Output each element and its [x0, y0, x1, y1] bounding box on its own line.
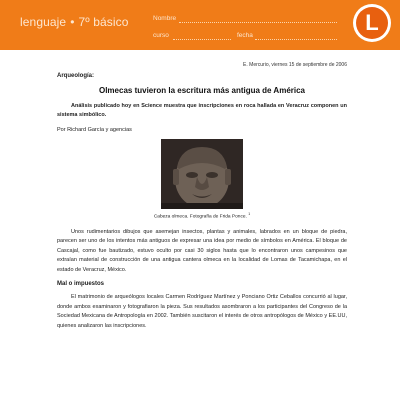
- body-paragraph-2: El matrimonio de arqueólogos locales Carmen Rodríguez Martínez y Ponciano Ortiz Ceballos concurrió al lugar, donde ambos examinaron y fotografiaron la pieza. Sus resultados asombraron a los participantes del Congreso de la Sociedad Mexicana de Antropología en 2002. También suscitaron el interés de otros antropólogos de México y EE.UU, quienes analizaron las inscripciones.: [57, 294, 347, 329]
- olmec-head-illustration: [161, 139, 243, 209]
- name-field[interactable]: [179, 22, 337, 23]
- body-paragraph-1: Unos rudimentarios dibujos que asemejan insectos, plantas y animales, labrados en un bloque de piedra, parecen ser uno de los intentos más antiguos de expresar una idea por medio de símbolos en América. El bloque de Cascajal, como fue bautizado, estuvo oculto por casi 30 siglos hasta que lo encontraron unos campesinos que extraían material de construcción de una antigua cantera olmeca en la localidad de Lomas de Tacamichapa, en el estado de Veracruz, México.: [57, 228, 347, 273]
- subheading: Mal o impuestos: [57, 281, 105, 288]
- photo-caption: [57, 212, 347, 220]
- footnote-ref: 1: [248, 212, 251, 216]
- course-field[interactable]: [173, 39, 231, 40]
- figure: [57, 139, 347, 220]
- grade-label: 7º básico: [78, 15, 129, 29]
- article-date: E. Mercurio, viernes 15 de septiembre de 2006: [243, 62, 347, 68]
- worksheet-header: [0, 0, 400, 50]
- student-fields: [153, 9, 338, 49]
- olmec-head-photo: [161, 139, 243, 209]
- bullet-separator: •: [70, 15, 75, 29]
- subject-label: lenguaje: [20, 15, 67, 29]
- name-label: Nombre: [153, 15, 177, 22]
- date-label: fecha: [237, 32, 253, 39]
- article: [57, 62, 347, 337]
- subject-logo: [353, 4, 391, 42]
- section-label: Arqueología:: [57, 73, 94, 79]
- logo-letter: L: [356, 7, 388, 39]
- lead-paragraph: Análisis publicado hoy en Science muestra que inscripciones en roca hallada en Veracruz componen un sistema simbólico.: [57, 103, 347, 118]
- subject-grade: [20, 15, 128, 29]
- date-field[interactable]: [255, 39, 337, 40]
- headline: Olmecas tuvieron la escritura más antigua de América: [98, 86, 305, 95]
- caption-text: Cabeza olmeca. Fotografía de Frida Ponce.: [153, 214, 247, 220]
- byline: Por Richard García y agencias: [57, 127, 132, 133]
- course-label: curso: [153, 32, 169, 39]
